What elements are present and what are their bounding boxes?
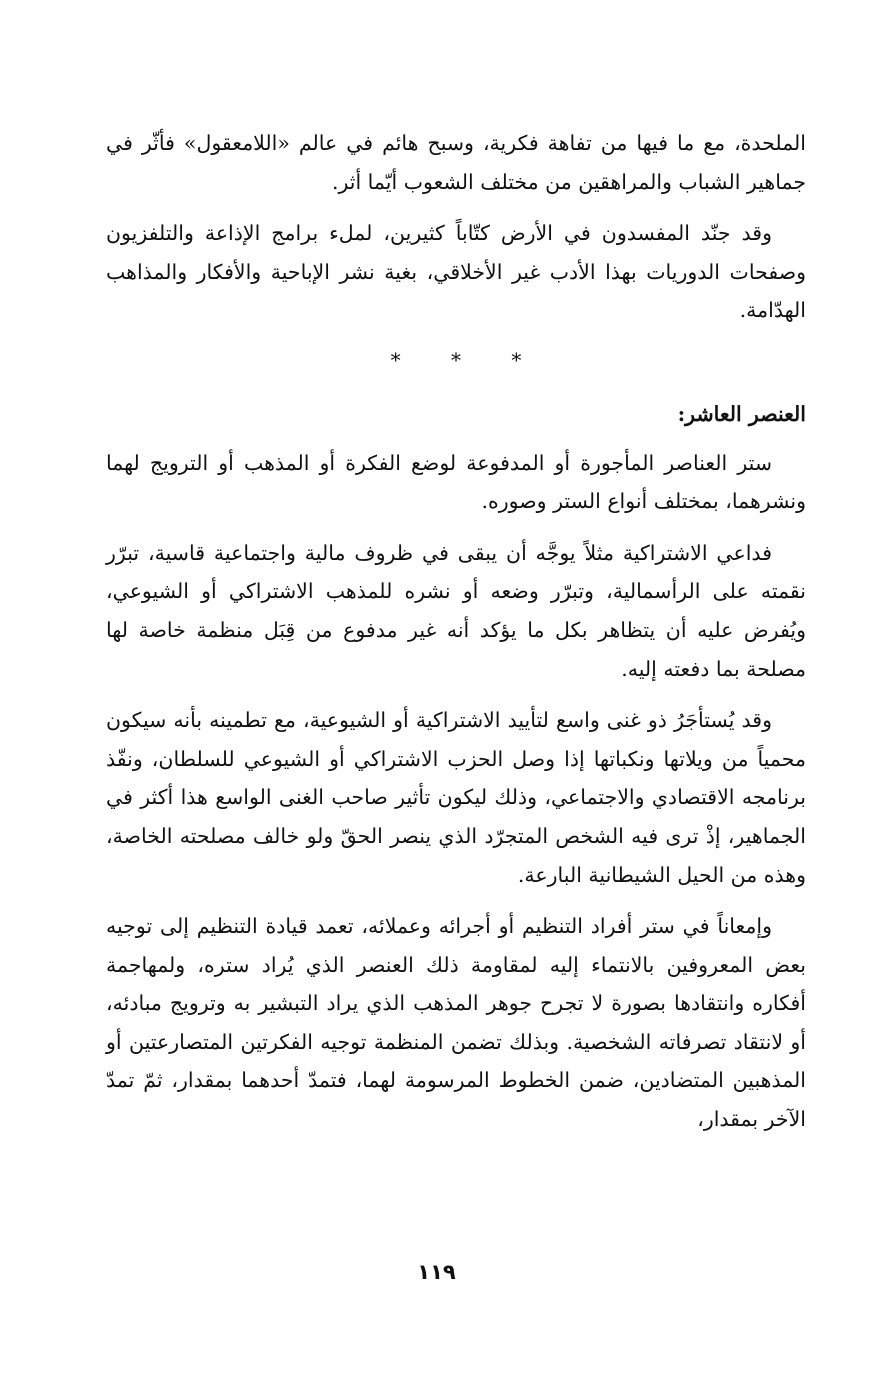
page-number: ١١٩: [417, 1260, 456, 1284]
paragraph-4: فداعي الاشتراكية مثلاً يوجَّه أن يبقى في ظروف مالية واجتماعية قاسية، تبرّر نقمته على الرأسمالية، وتبرّر وضعه أو نشره للمذهب الاشتراكي أو الشيوعي، ويُفرض عليه أن يتظاهر بكل ما يؤكد أنه غير مدفوع من قِبَل منظمة خاصة لها مصلحة بما دفعته إليه.: [106, 540, 806, 681]
paragraph-3: ستر العناصر المأجورة أو المدفوعة لوضع الفكرة أو المذهب أو الترويج لهما ونشرهما، بمختلف أنواع الستر وصوره.: [106, 450, 806, 514]
paragraph-2: وقد جنّد المفسدون في الأرض كتّاباً كثيرين، لملء برامج الإذاعة والتلفزيون وصفحات الدوريات بهذا الأدب غير الأخلاقي، بغية نشر الإباحية والأفكار والمذاهب الهدّامة.: [106, 221, 806, 323]
paragraph-1: الملحدة، مع ما فيها من تفاهة فكرية، وسبح هائم في عالم «اللامعقول» فأثّر في جماهير الشباب والمراهقين من مختلف الشعوب أيّما أثر.: [106, 131, 806, 194]
paragraph-5: وقد يُستأجَرُ ذو غنى واسع لتأييد الاشتراكية أو الشيوعية، مع تطمينه بأنه سيكون محمياً من ويلاتها ونكباتها إذا وصل الحزب الاشتراكي أو الشيوعي للسلطان، ونفّذ برنامجه الاقتصادي والاجتماعي، وذلك ليكون تأثير صاحب الغنى الواسع هذا أكثر في الجماهير، إذْ ترى فيه الشخص المتجرّد الذي ينصر الحقّ ولو خالف مصلحته الخاصة، وهذه من الحيل الشيطانية البارعة.: [106, 708, 806, 887]
section-heading: العنصر العاشر:: [677, 401, 806, 426]
page-body: [106, 124, 806, 1152]
paragraph-6: وإمعاناً في ستر أفراد التنظيم أو أجرائه وعملائه، تعمد قيادة التنظيم إلى توجيه بعض المعروفين بالانتماء إليه لمقاومة ذلك العنصر الذي يُراد ستره، ولمهاجمة أفكاره وانتقادها بصورة لا تجرح جوهر المذهب الذي يراد التبشير به وترويج مبادئه، أو لانتقاد تصرفاته الشخصية. وبذلك تضمن المنظمة توجيه الفكرتين المتصارعتين أو المذهبين المتضادين، ضمن الخطوط المرسومة لهما، فتمدّ أحدهما بمقدار، ثمّ تمدّ الآخر بمقدار،: [106, 914, 806, 1132]
section-separator: * * *: [390, 347, 544, 372]
